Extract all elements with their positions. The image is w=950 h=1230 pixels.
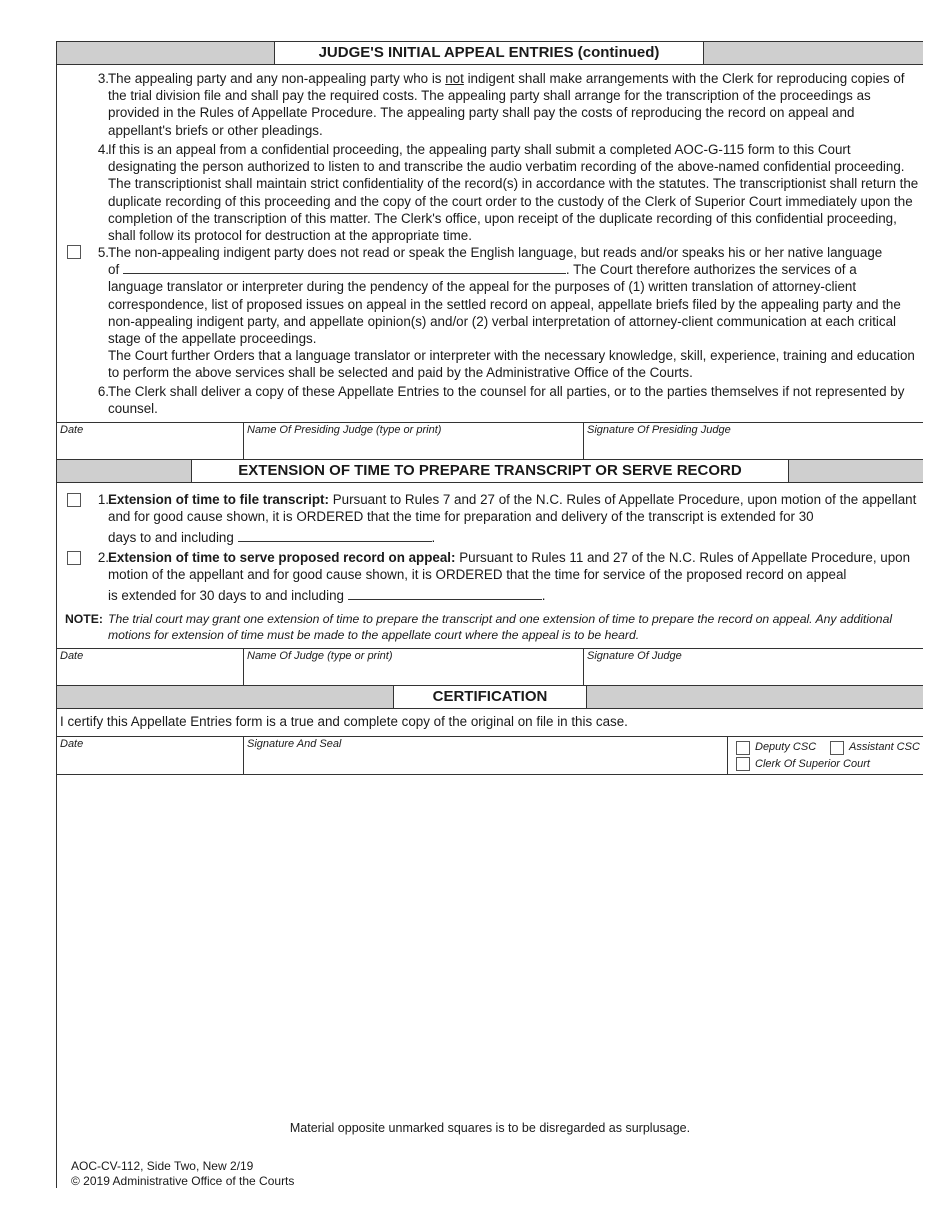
judge-name-field[interactable]: Name Of Judge (type or print) bbox=[243, 649, 584, 686]
judge-signature-row bbox=[57, 648, 923, 687]
checkbox-transcript-extension[interactable] bbox=[67, 493, 81, 507]
clerk-role-options bbox=[727, 737, 924, 774]
clerk-superior-court-label: Clerk Of Superior Court bbox=[755, 758, 870, 770]
presiding-judge-signature-row bbox=[57, 422, 923, 461]
signature-and-seal-field[interactable]: Signature And Seal bbox=[243, 737, 728, 774]
item-number: 5. bbox=[97, 245, 109, 260]
section-header-initial-entries bbox=[57, 41, 923, 65]
form-page bbox=[56, 41, 923, 1188]
checkbox-interpreter[interactable] bbox=[67, 245, 81, 259]
item-number: 1. bbox=[97, 492, 109, 507]
section-header-certification bbox=[57, 685, 923, 709]
assistant-csc-label: Assistant CSC bbox=[849, 741, 920, 753]
checkbox-record-extension[interactable] bbox=[67, 551, 81, 565]
record-extension-date-field[interactable] bbox=[348, 587, 542, 600]
date-field[interactable]: Date bbox=[60, 424, 84, 436]
section-title: JUDGE'S INITIAL APPEAL ENTRIES (continued) bbox=[274, 42, 704, 64]
section-title: CERTIFICATION bbox=[393, 686, 587, 708]
judge-signature-field[interactable]: Signature Of Judge bbox=[583, 649, 924, 686]
item-text: Extension of time to file transcript: Pursuant to Rules 7 and 27 of the N.C. Rules of Appellate Procedure, upon motion of the appellant and for good cause shown, it is ORDERED that the time for preparation and delivery of the transcript is extended for 30 days to and including . bbox=[108, 492, 917, 546]
copyright: © 2019 Administrative Office of the Courts bbox=[71, 1174, 295, 1188]
presiding-judge-name-field[interactable]: Name Of Presiding Judge (type or print) bbox=[243, 423, 584, 460]
extension-item-1 bbox=[89, 491, 919, 547]
checkbox-assistant-csc[interactable] bbox=[830, 741, 844, 755]
certification-signature-row bbox=[57, 736, 923, 775]
section-title: EXTENSION OF TIME TO PREPARE TRANSCRIPT OR SERVE RECORD bbox=[191, 460, 789, 482]
appeal-entry-6 bbox=[89, 383, 919, 419]
item-number: 3. bbox=[97, 71, 109, 86]
item-text: The non-appealing indigent party does not read or speak the English language, but reads and/or speaks his or her native language of . The Court therefore authorizes the services of a language translator or interpreter during the pendency of the appeal for the purposes of (1) written translation of attorney-client correspondence, list of proposed issues on appeal in the settled record on appeal, appellate briefs filed by the appealing party and the non-appealing indigent party, and appellate opinion(s) and/or (2) verbal interpretation of attorney-client communication at each critical stage of the appellate proceedings. The Court further Orders that a language translator or interpreter with the necessary knowledge, skill, experience, training and education to perform the above services shall be selected and paid by the Administrative Office of the Courts. bbox=[108, 245, 915, 381]
appeal-entry-5 bbox=[89, 244, 919, 384]
form-identifier bbox=[71, 1159, 294, 1189]
extension-item-2 bbox=[89, 549, 919, 605]
emphasis-not: not bbox=[445, 71, 464, 86]
note-text: The trial court may grant one extension of time to prepare the transcript and one extension of time to prepare the record on appeal. Any additional motions for extension of time must be made to the appellate court where the appeal is to be heard. bbox=[108, 612, 893, 642]
presiding-judge-signature-field[interactable]: Signature Of Presiding Judge bbox=[583, 423, 924, 460]
deputy-csc-label: Deputy CSC bbox=[755, 741, 817, 753]
appeal-entry-4 bbox=[89, 141, 919, 245]
note bbox=[65, 612, 921, 644]
appeal-entry-3 bbox=[89, 70, 919, 140]
item-text: Extension of time to serve proposed record on appeal: Pursuant to Rules 11 and 27 of the N.C. Rules of Appellate Procedure, upon motion of the appellant and for good cause shown, it is ORDERED that the time for service of the proposed record on appeal is extended for 30 days to and including . bbox=[108, 550, 911, 604]
form-number: AOC-CV-112, Side Two, New 2/19 bbox=[71, 1159, 254, 1173]
item-number: 4. bbox=[97, 142, 109, 157]
native-language-field[interactable] bbox=[123, 261, 566, 274]
date-field[interactable]: Date bbox=[60, 738, 84, 750]
surplusage-note: Material opposite unmarked squares is to be disregarded as surplusage. bbox=[289, 1121, 691, 1135]
item-text: The appealing party and any non-appealing party who is not indigent shall make arrangements with the Clerk for reproducing copies of the trial division file and shall pay the required costs. The appealing party shall arrange for the transcription of the proceedings as provided in the Rules of Appellate Procedure. The appealing party shall pay the costs of reproducing the record on appeal and appellant's briefs or other pleadings. bbox=[108, 71, 905, 138]
certification-statement: I certify this Appellate Entries form is a true and complete copy of the original on file in this case. bbox=[60, 714, 628, 729]
checkbox-clerk-superior-court[interactable] bbox=[736, 757, 750, 771]
date-field[interactable]: Date bbox=[60, 650, 84, 662]
item-number: 2. bbox=[97, 550, 109, 565]
item-number: 6. bbox=[97, 384, 109, 399]
item-text: The Clerk shall deliver a copy of these Appellate Entries to the counsel for all parties, or to the parties themselves if not represented by counsel. bbox=[108, 384, 905, 417]
note-label: NOTE: bbox=[65, 612, 103, 626]
section-header-extension bbox=[57, 459, 923, 483]
transcript-extension-date-field[interactable] bbox=[238, 529, 432, 542]
checkbox-deputy-csc[interactable] bbox=[736, 741, 750, 755]
item-text: If this is an appeal from a confidential proceeding, the appealing party shall submit a completed AOC-G-115 form to this Court designating the person authorized to listen to and transcribe the audio verbatim recording of the above-named confidential proceeding. The transcriptionist shall maintain strict confidentiality of the record(s) in accordance with the statutes. The transcriptionist shall return the duplicate recording of this proceeding and the copy of the court order to the custody of the Clerk of Superior Court immediately upon the completion of the transcription of this matter. The Clerk's office, upon receipt of the duplicate recording of this confidential proceeding, shall follow its protocol for destruction at the appropriate time. bbox=[108, 142, 919, 244]
